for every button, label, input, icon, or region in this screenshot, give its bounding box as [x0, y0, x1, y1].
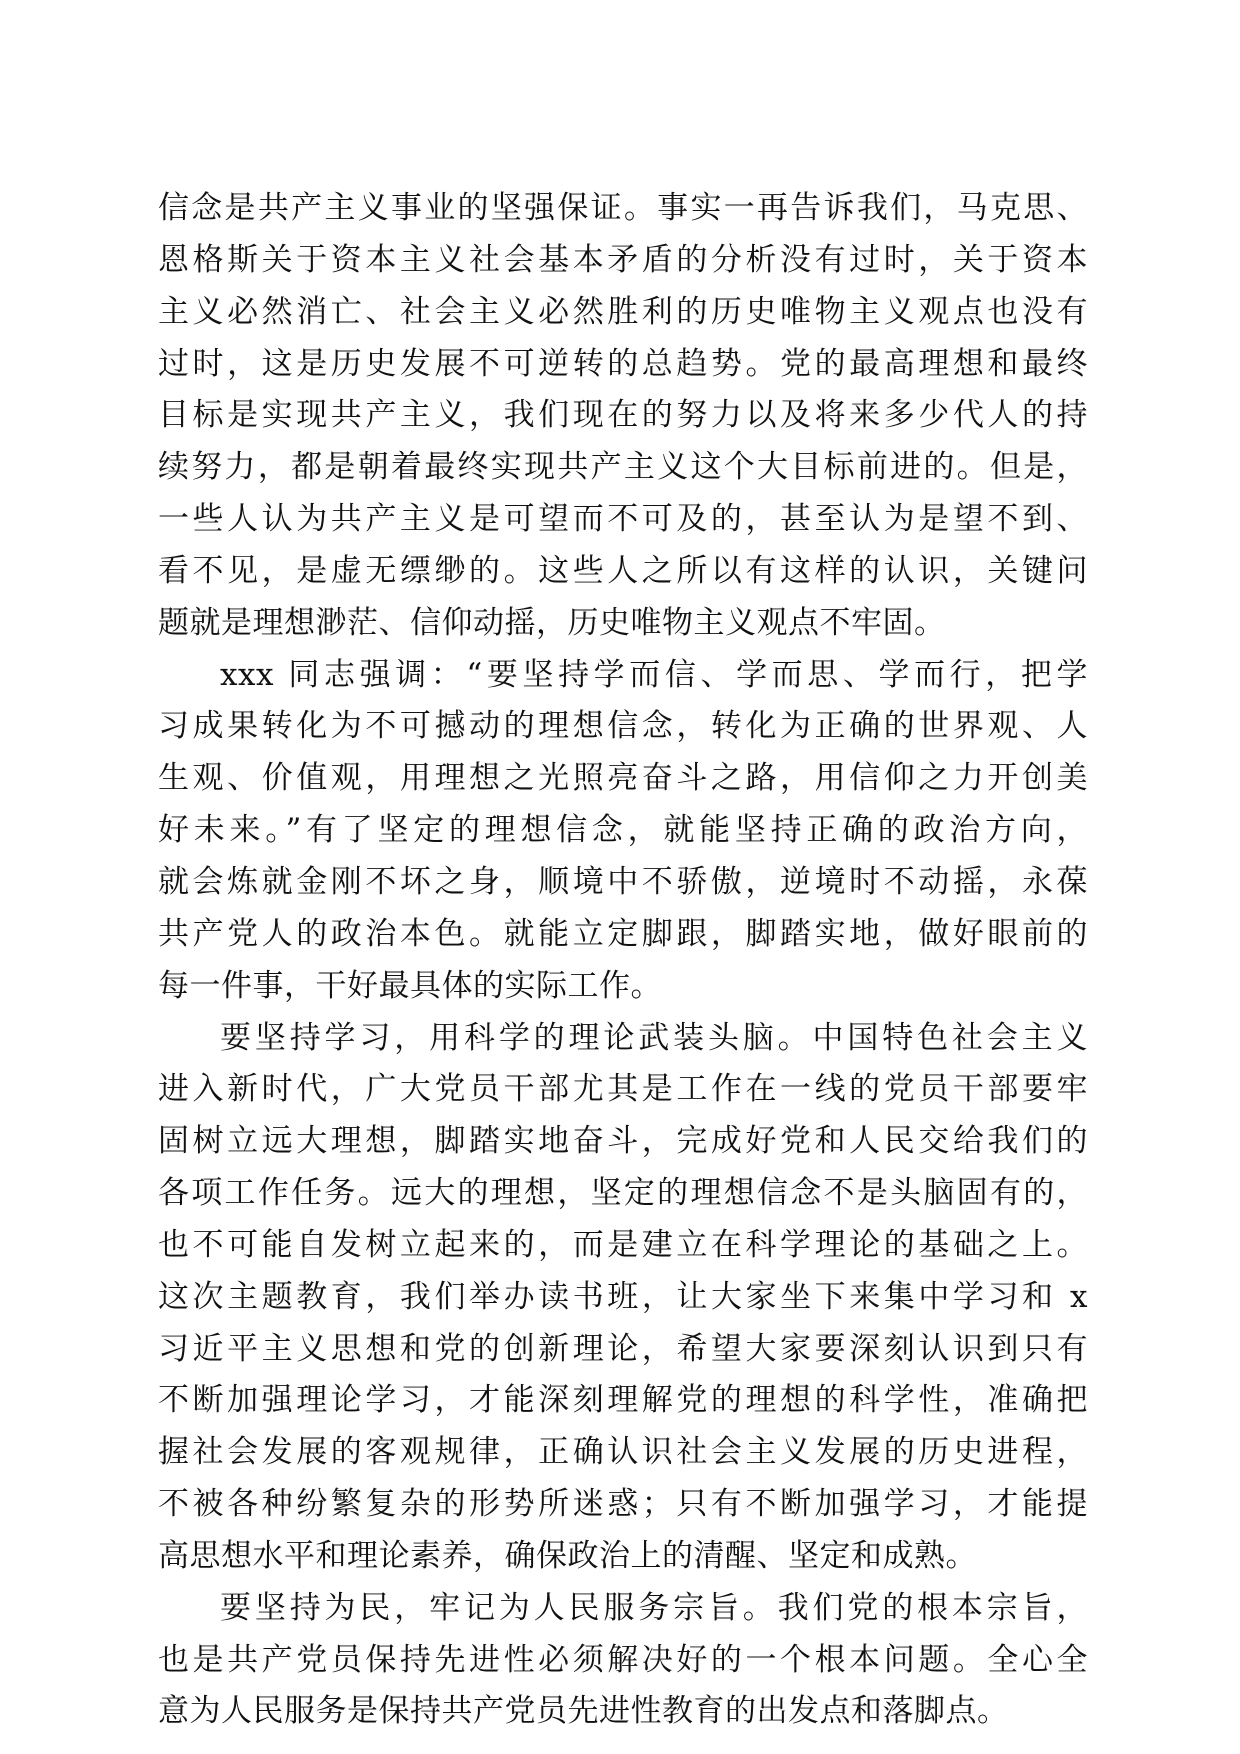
text-line: 续努力，都是朝着最终实现共产主义这个大目标前进的。但是， [158, 449, 1088, 486]
text-line: 主义必然消亡、社会主义必然胜利的历史唯物主义观点也没有 [158, 293, 1088, 330]
text-line: 高思想水平和理论素养，确保政治上的清醒、坚定和成熟。 [158, 1537, 977, 1574]
text-line: 信念是共产主义事业的坚强保证。事实一再告诉我们，马克思、 [158, 190, 1088, 226]
text-line: 题就是理想渺茫、信仰动摇，历史唯物主义观点不牢固。 [158, 604, 946, 641]
text-line: 要坚持为民，牢记为人民服务宗旨。我们党的根本宗旨， [220, 1589, 1088, 1626]
paragraph [158, 1013, 1088, 1583]
text-line: 每一件事，干好最具体的实际工作。 [158, 967, 662, 1004]
text-line: 进入新时代，广大党员干部尤其是工作在一线的党员干部要牢 [158, 1071, 1088, 1108]
paragraph [158, 183, 1088, 650]
text-line: 习成果转化为不可撼动的理想信念，转化为正确的世界观、人 [158, 708, 1088, 745]
body-text [158, 183, 1088, 1738]
text-line: 好未来。”有了坚定的理想信念，就能坚持正确的政治方向， [158, 812, 1088, 849]
text-line: 恩格斯关于资本主义社会基本矛盾的分析没有过时，关于资本 [158, 241, 1088, 278]
text-line: 意为人民服务是保持共产党员先进性教育的出发点和落脚点。 [158, 1693, 1009, 1730]
text-line: 握社会发展的客观规律，正确认识社会主义发展的历史进程， [158, 1434, 1088, 1471]
paragraph [158, 1583, 1088, 1739]
text-line: xxx 同志强调：“要坚持学而信、学而思、学而行，把学 [220, 656, 1088, 693]
text-line: 过时，这是历史发展不可逆转的总趋势。党的最高理想和最终 [158, 345, 1088, 382]
text-line: 共产党人的政治本色。就能立定脚跟，脚踏实地，做好眼前的 [158, 915, 1088, 952]
text-line: 固树立远大理想，脚踏实地奋斗，完成好党和人民交给我们的 [158, 1123, 1088, 1160]
text-line: 也是共产党员保持先进性必须解决好的一个根本问题。全心全 [158, 1641, 1088, 1678]
text-line: 就会炼就金刚不坏之身，顺境中不骄傲，逆境时不动摇，永葆 [158, 863, 1088, 900]
text-line: 不断加强理论学习，才能深刻理解党的理想的科学性，准确把 [158, 1382, 1088, 1419]
text-line: 看不见，是虚无缥缈的。这些人之所以有这样的认识，关键问 [158, 552, 1088, 589]
text-line: 要坚持学习，用科学的理论武装头脑。中国特色社会主义 [220, 1019, 1088, 1056]
text-line: 这次主题教育，我们举办读书班，让大家坐下来集中学习和 x [158, 1278, 1088, 1315]
text-line: 目标是实现共产主义，我们现在的努力以及将来多少代人的持 [158, 397, 1088, 434]
text-line: 也不可能自发树立起来的，而是建立在科学理论的基础之上。 [158, 1226, 1088, 1263]
text-line: 习近平主义思想和党的创新理论，希望大家要深刻认识到只有 [158, 1330, 1088, 1367]
text-line: 生观、价值观，用理想之光照亮奋斗之路，用信仰之力开创美 [158, 760, 1088, 797]
text-line: 不被各种纷繁复杂的形势所迷惑；只有不断加强学习，才能提 [158, 1486, 1088, 1523]
text-line: 各项工作任务。远大的理想，坚定的理想信念不是头脑固有的， [158, 1175, 1088, 1212]
paragraph [158, 650, 1088, 1013]
text-line: 一些人认为共产主义是可望而不可及的，甚至认为是望不到、 [158, 501, 1088, 538]
